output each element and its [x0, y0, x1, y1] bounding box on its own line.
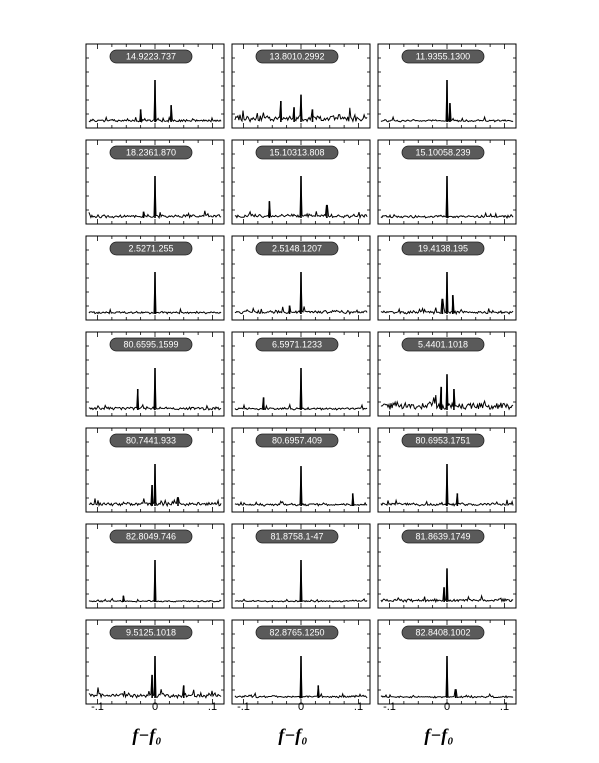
x-axis-column-2 [237, 701, 363, 745]
panel-8 [232, 236, 370, 320]
panel-14 [232, 428, 370, 512]
panel-label: 82.8049.746 [125, 531, 177, 542]
panel-21 [378, 620, 516, 704]
x-tick-label: -.1 [237, 701, 250, 713]
panel-12 [378, 332, 516, 416]
panel-label: 81.8639.1749 [415, 531, 471, 542]
panel-label: 13.8010.2992 [269, 51, 325, 62]
panel-label: 2.5271.255 [128, 243, 174, 254]
panel-label: 82.8408.1002 [415, 627, 471, 638]
panel-label: 2.5148.1207 [271, 243, 323, 254]
panel-6 [378, 140, 516, 224]
panel-9 [378, 236, 516, 320]
panel-3 [378, 44, 516, 128]
panel-2 [232, 44, 370, 128]
panel-grid [86, 44, 516, 704]
panel-11 [232, 332, 370, 416]
x-tick-label: -.1 [91, 701, 104, 713]
panel-7 [86, 236, 224, 320]
panel-20 [232, 620, 370, 704]
panel-label: 18.2361.870 [125, 147, 177, 158]
panel-label: 80.6953.1751 [415, 435, 471, 446]
x-axis-column-1 [91, 701, 217, 745]
panel-1 [86, 44, 224, 128]
panel-label: 5.4401.1018 [417, 339, 469, 350]
x-tick-label: .1 [207, 701, 218, 713]
panel-label: 80.6957.409 [271, 435, 323, 446]
x-tick-label: 0 [151, 701, 159, 713]
panel-4 [86, 140, 224, 224]
panel-label: 11.9355.1300 [415, 51, 471, 62]
panel-label: 81.8758.1-47 [270, 531, 324, 542]
x-axis-column-3 [383, 701, 509, 745]
panel-label: 6.5971.1233 [271, 339, 323, 350]
panel-17 [232, 524, 370, 608]
panel-19 [86, 620, 224, 704]
panel-15 [378, 428, 516, 512]
panel-16 [86, 524, 224, 608]
x-tick-label: 0 [297, 701, 305, 713]
panel-label: 80.6595.1599 [123, 339, 179, 350]
x-tick-label: -.1 [383, 701, 396, 713]
panel-label: 19.4138.195 [417, 243, 469, 254]
panel-18 [378, 524, 516, 608]
x-tick-label: .1 [499, 701, 510, 713]
x-axis-label: f−f₀ [132, 725, 162, 745]
panel-label: 15.10313.808 [269, 147, 325, 158]
x-axis-label: f−f₀ [278, 725, 308, 745]
x-tick-label: 0 [443, 701, 451, 713]
x-axis-labels [91, 701, 509, 745]
panel-label: 82.8765.1250 [269, 627, 325, 638]
panel-13 [86, 428, 224, 512]
panel-5 [232, 140, 370, 224]
panel-label: 80.7441.933 [125, 435, 177, 446]
panel-10 [86, 332, 224, 416]
x-tick-label: .1 [353, 701, 364, 713]
panel-label: 14.9223.737 [125, 51, 177, 62]
x-axis-label: f−f₀ [424, 725, 454, 745]
panel-label: 9.5125.1018 [125, 627, 177, 638]
panel-label: 15.10058.239 [415, 147, 471, 158]
